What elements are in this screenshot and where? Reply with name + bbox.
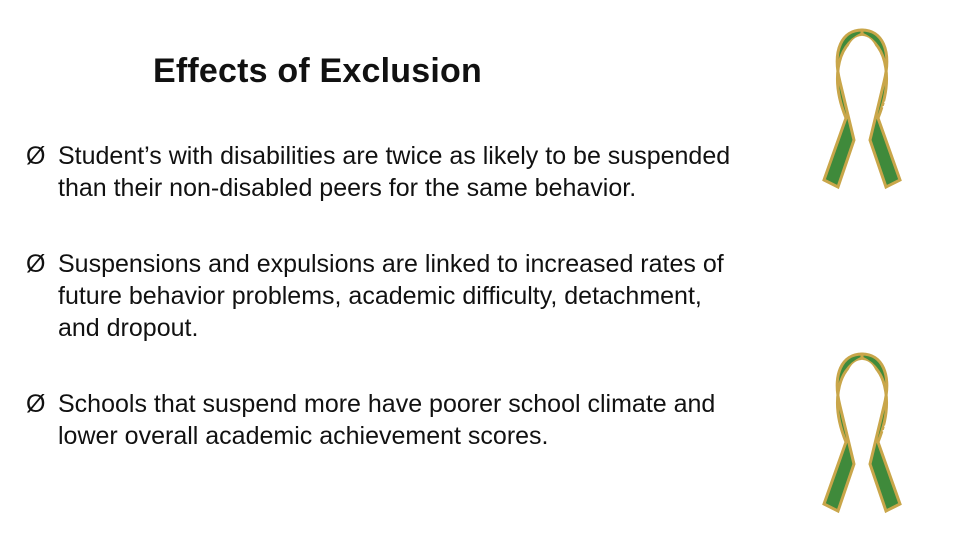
bullet-list — [28, 140, 748, 496]
bullet-text: Student’s with disabilities are twice as likely to be suspended than their non-disabled peers for the same behavior. — [58, 142, 731, 202]
bullet-text: Suspensions and expulsions are linked to increased rates of future behavior problems, academic difficulty, detachment, and dropout. — [58, 250, 724, 342]
svg-text:Mental Health Matters: Mental Health Matters — [880, 24, 920, 111]
svg-text:Mental Health Matters: Mental Health Matters — [880, 348, 920, 435]
arrow-bullet-icon: Ø — [26, 390, 46, 418]
slide-title: Effects of Exclusion — [153, 52, 482, 90]
arrow-bullet-icon: Ø — [26, 142, 46, 170]
mental-health-ribbon-icon — [812, 22, 920, 192]
mental-health-ribbon-icon — [812, 346, 920, 516]
bullet-text: Schools that suspend more have poorer school climate and lower overall academic achievement scores. — [58, 390, 716, 450]
bullet-item — [28, 388, 748, 452]
arrow-bullet-icon: Ø — [26, 250, 46, 278]
bullet-item — [28, 248, 748, 344]
bullet-item — [28, 140, 748, 204]
